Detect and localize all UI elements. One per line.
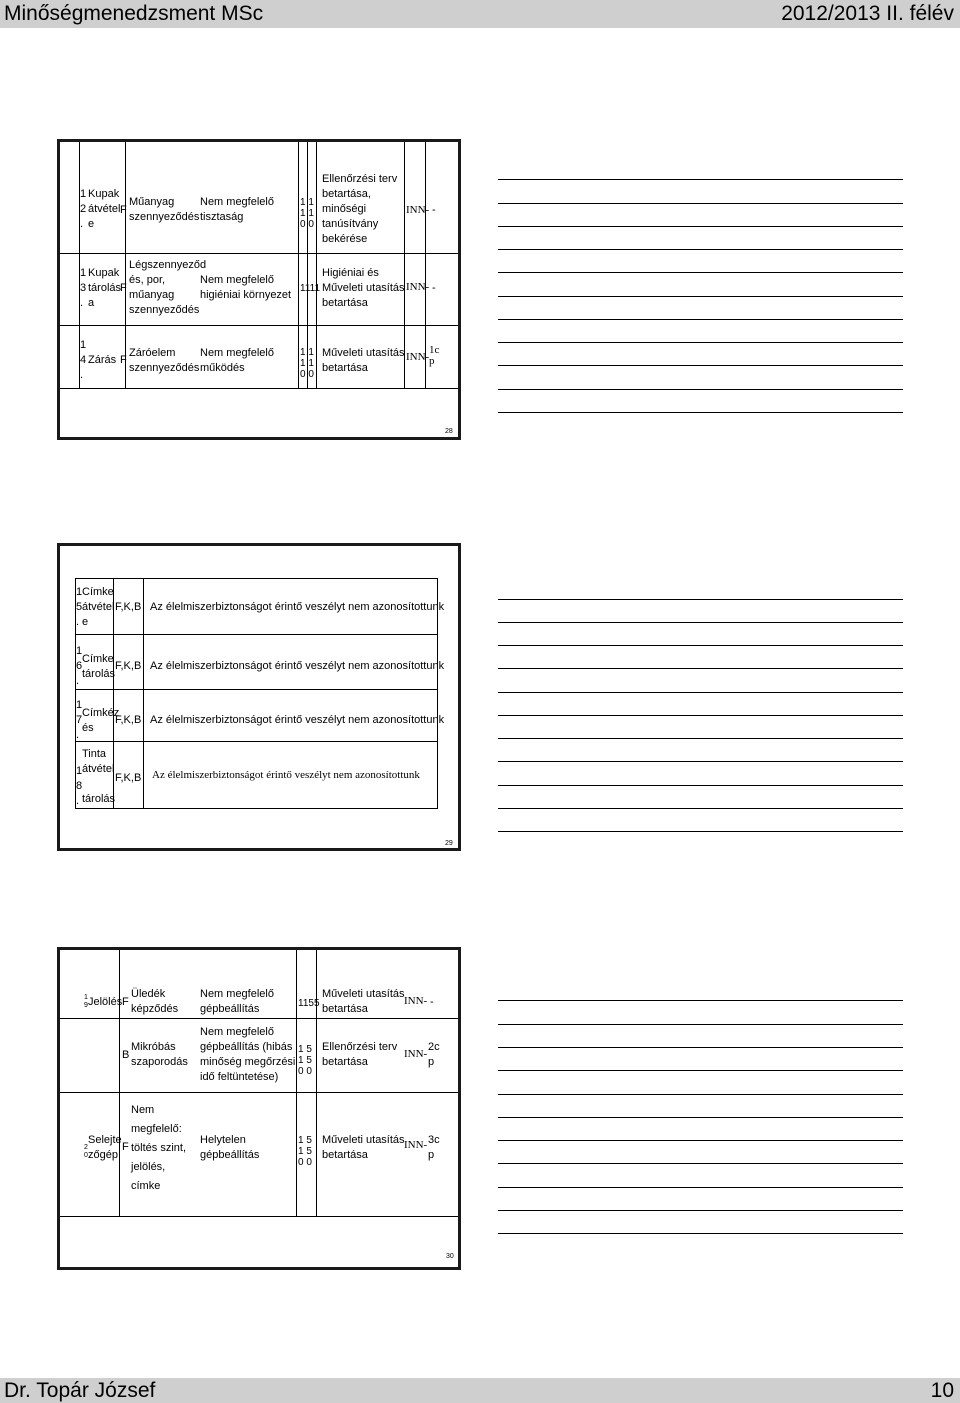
hazard: Záróelem szennyeződés <box>129 347 200 374</box>
cause: Nem megfelelő működés <box>200 347 274 374</box>
row-number: 1 9 <box>84 994 88 1009</box>
finding: Az élelmiszerbiztonságot érintő veszélyt nem azonosítottunk <box>152 769 420 781</box>
process-step: Selejte zőgép <box>88 1134 122 1161</box>
control-measure: Higiéniai és Műveleti utasítás betartása <box>322 267 405 309</box>
process-step: Címke átvétel e <box>82 586 115 628</box>
process-step: Zárás <box>88 354 117 366</box>
hazard-type: F,K,B <box>115 660 142 672</box>
finding: Az élelmiszerbiztonságot érintő veszélyt nem azonosítottunk <box>150 660 445 672</box>
row-number: 1 4 . <box>80 339 87 381</box>
control-measure: Ellenőrzési terv betartása <box>322 1041 398 1068</box>
row-number: 2 0 <box>84 1144 88 1159</box>
hazard: Nem megfelelő: töltés szint, jelölés, címke <box>131 1104 187 1192</box>
ccp-marker: - <box>430 996 434 1008</box>
slide-30 <box>57 947 461 1270</box>
risk-score: 1 1 1 1 0 0 <box>300 347 314 380</box>
hazard: Műanyag szennyeződés <box>129 196 200 223</box>
control-measure: Műveleti utasítás betartása <box>322 347 405 374</box>
hazard-type: F,K,B <box>115 772 142 784</box>
control-measure: Műveleti utasítás betartása <box>322 1134 405 1161</box>
finding: Az élelmiszerbiztonságot érintő veszélyt nem azonosítottunk <box>150 714 445 726</box>
control-measure: Ellenőrzési terv betartása, minőségi tanúsítvány bekérése <box>322 173 398 245</box>
process-step: Kupak tárolás a <box>88 267 122 309</box>
row-number: 1 6 . <box>76 645 83 687</box>
document-header <box>0 0 960 28</box>
hazard: Légszennyeződ és, por, műanyag szennyeződés <box>129 259 207 316</box>
page-number: 30 <box>446 1253 454 1260</box>
risk-score: 1111 <box>300 283 321 294</box>
author-name: Dr. Topár József <box>4 1379 156 1402</box>
hazard-type: F <box>120 204 127 216</box>
risk-score: 1 5 1 5 0 0 <box>298 1135 312 1168</box>
risk-score: 1 1 1 1 0 0 <box>300 197 314 230</box>
cause: Nem megfelelő gépbeállítás (hibás minőség megőrzési idő feltüntetése) <box>200 1026 296 1083</box>
process-step: Címkéz és <box>82 707 120 734</box>
sheet-number: 10 <box>930 1379 954 1402</box>
finding: Az élelmiszerbiztonságot érintő veszélyt nem azonosítottunk <box>150 601 445 613</box>
hazard-type: F <box>120 354 127 366</box>
ccp-marker: 1c p <box>429 344 440 367</box>
hazard-type: F <box>122 1141 129 1153</box>
ccp-decision: INN- <box>404 995 428 1007</box>
row-number: 1 2 . <box>80 188 87 230</box>
ccp-decision: INN- <box>406 281 430 293</box>
hazard-type: F <box>122 996 129 1008</box>
ccp-decision: INN- <box>404 1139 428 1151</box>
ccp-decision: INN- <box>406 351 430 363</box>
ccp-decision: INN- <box>406 204 430 216</box>
slide-29 <box>57 543 461 851</box>
risk-score: 1155 <box>298 998 320 1009</box>
page-number: 29 <box>445 840 453 847</box>
hazard-type: F <box>120 282 127 294</box>
semester-label: 2012/2013 II. félév <box>781 2 954 25</box>
process-step: Címke tárolás <box>82 653 116 680</box>
process-step: Kupak átvétel e <box>88 188 121 230</box>
row-number: 1 8 . <box>76 765 83 807</box>
cause: Nem megfelelő higiéniai környezet <box>200 274 292 301</box>
hazard-type: F,K,B <box>115 601 142 613</box>
row-number: 1 7 . <box>76 699 83 741</box>
ccp-marker: 2c p <box>428 1041 440 1068</box>
course-title: Minőségmenedzsment MSc <box>4 2 264 25</box>
hazard: Üledék képződés <box>131 988 179 1015</box>
document-footer <box>0 1378 960 1403</box>
row-number: 1 5 . <box>76 586 83 628</box>
hazard: Mikróbás szaporodás <box>131 1041 188 1068</box>
ccp-decision: INN- <box>404 1048 428 1060</box>
cause: Helytelen gépbeállítás <box>200 1134 260 1161</box>
cause: Nem megfelelő tisztaság <box>200 196 274 223</box>
hazard-type: B <box>122 1049 130 1061</box>
process-step: Jelölés <box>88 996 123 1008</box>
ccp-marker: 3c p <box>428 1134 440 1161</box>
hazard-type: F,K,B <box>115 714 142 726</box>
cause: Nem megfelelő gépbeállítás <box>200 988 274 1015</box>
risk-score: 1 5 1 5 0 0 <box>298 1044 312 1077</box>
slide-28 <box>57 139 461 440</box>
page-number: 28 <box>445 428 453 435</box>
process-step: Tinta átvétel tárolás <box>82 748 116 805</box>
control-measure: Műveleti utasítás betartása <box>322 988 405 1015</box>
row-number: 1 3 . <box>80 267 87 309</box>
ccp-marker: - <box>432 204 436 216</box>
ccp-marker: - <box>432 282 436 294</box>
